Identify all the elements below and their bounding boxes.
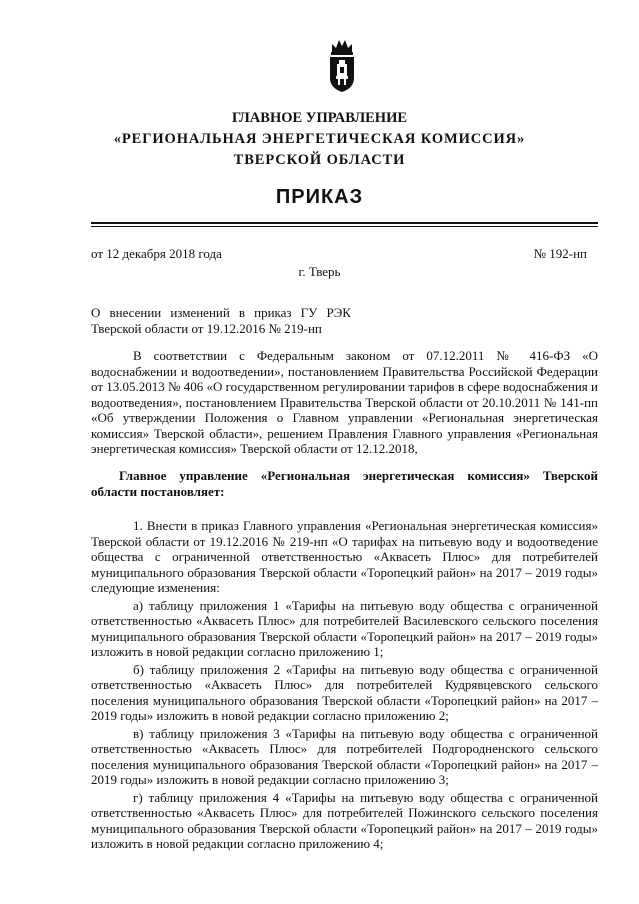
order-items bbox=[91, 518, 598, 854]
subject-line-2: Тверской области от 19.12.2016 № 219-нп bbox=[91, 320, 322, 336]
document-type-title: ПРИКАЗ bbox=[275, 186, 364, 208]
subject-word: внесении bbox=[109, 305, 162, 320]
document-subject bbox=[91, 305, 351, 336]
authority-line-3: ТВЕРСКОЙ ОБЛАСТИ bbox=[233, 152, 406, 168]
order-subitem-g: г) таблицу приложения 4 «Тарифы на питьевую воду общества с ограниченной ответственностью «Аквасеть Плюс» для потребителей Пожинского сельского поселения муниципального образования Тверской области «Торопецкий район» на 2017 – 2019 годы» изложить в новой редакции согласно приложению 4; bbox=[91, 789, 598, 851]
order-subitem-v: в) таблицу приложения 3 «Тарифы на питьевую воду общества с ограниченной ответственностью «Аквасеть Плюс» для потребителей Подгородненского сельского поселения муниципального образования Тверской области «Торопецкий район» на 2017 – 2019 годы» изложить в новой редакции согласно приложению 3; bbox=[91, 725, 598, 787]
subject-line-1 bbox=[91, 305, 351, 321]
authority-line-1: ГЛАВНОЕ УПРАВЛЕНИЕ bbox=[231, 110, 408, 126]
resolution-paragraph: Главное управление «Региональная энергетическая комиссия» Тверской области постановляет: bbox=[91, 468, 598, 499]
subject-word: изменений bbox=[170, 305, 230, 320]
document-number: № 192-нп bbox=[533, 246, 587, 261]
subject-word: ГУ bbox=[300, 305, 318, 320]
preamble-section bbox=[91, 348, 598, 457]
resolution-section bbox=[91, 468, 598, 499]
preamble-paragraph: В соответствии с Федеральным законом от 07.12.2011 № 416-ФЗ «О водоснабжении и водоотведении», постановлением Правительства Российской Федерации от 13.05.2013 № 406 «О государственном регулировании тарифов в сфере водоснабжения и водоотведения», постановлением Правительства Тверской области от 20.10.2011 № 141-пп «Об утверждении Положения о Главном управлении «Региональная энергетическая комиссия» Тверской области», решением Правления Главного управления «Региональная энергетическая комиссия» Тверской области от 12.12.2018, bbox=[91, 348, 598, 456]
order-subitem-a: а) таблицу приложения 1 «Тарифы на питьевую воду общества с ограниченной ответственностью «Аквасеть Плюс» для потребителей Василевского сельского поселения муниципального образования Тверской области «Торопецкий район» на 2017 – 2019 годы» изложить в новой редакции согласно приложению 1; bbox=[91, 597, 598, 659]
document-city: г. Тверь bbox=[298, 264, 341, 279]
subject-word: РЭК bbox=[326, 305, 351, 320]
order-item-1: 1. Внести в приказ Главного управления «Региональная энергетическая комиссия» Тверской области от 19.12.2016 № 219-нп «О тарифах на питьевую воду и водоотведение общества с ограниченной ответственностью «Аквасеть Плюс» для потребителей муниципального образования Тверской области «Торопецкий район» на 2017 – 2019 годы» следующие изменения: bbox=[91, 518, 598, 595]
authority-line-2: «РЕГИОНАЛЬНАЯ ЭНЕРГЕТИЧЕСКАЯ КОМИССИЯ» bbox=[113, 131, 526, 147]
document-date: от 12 декабря 2018 года bbox=[91, 246, 222, 261]
issuing-authority bbox=[0, 108, 639, 171]
tver-coat-of-arms-icon bbox=[328, 38, 356, 94]
subject-word: приказ bbox=[254, 305, 292, 320]
header-rule-thin bbox=[91, 226, 598, 227]
subject-word: в bbox=[238, 305, 246, 320]
order-subitem-b: б) таблицу приложения 2 «Тарифы на питьевую воду общества с ограниченной ответственностью «Аквасеть Плюс» для потребителей Кудрявцевского сельского поселения муниципального образования Тверской области «Торопецкий район» на 2017 – 2019 годы» изложить в новой редакции согласно приложению 2; bbox=[91, 661, 598, 723]
subject-word: О bbox=[91, 305, 101, 320]
header-rule-thick bbox=[91, 222, 598, 224]
